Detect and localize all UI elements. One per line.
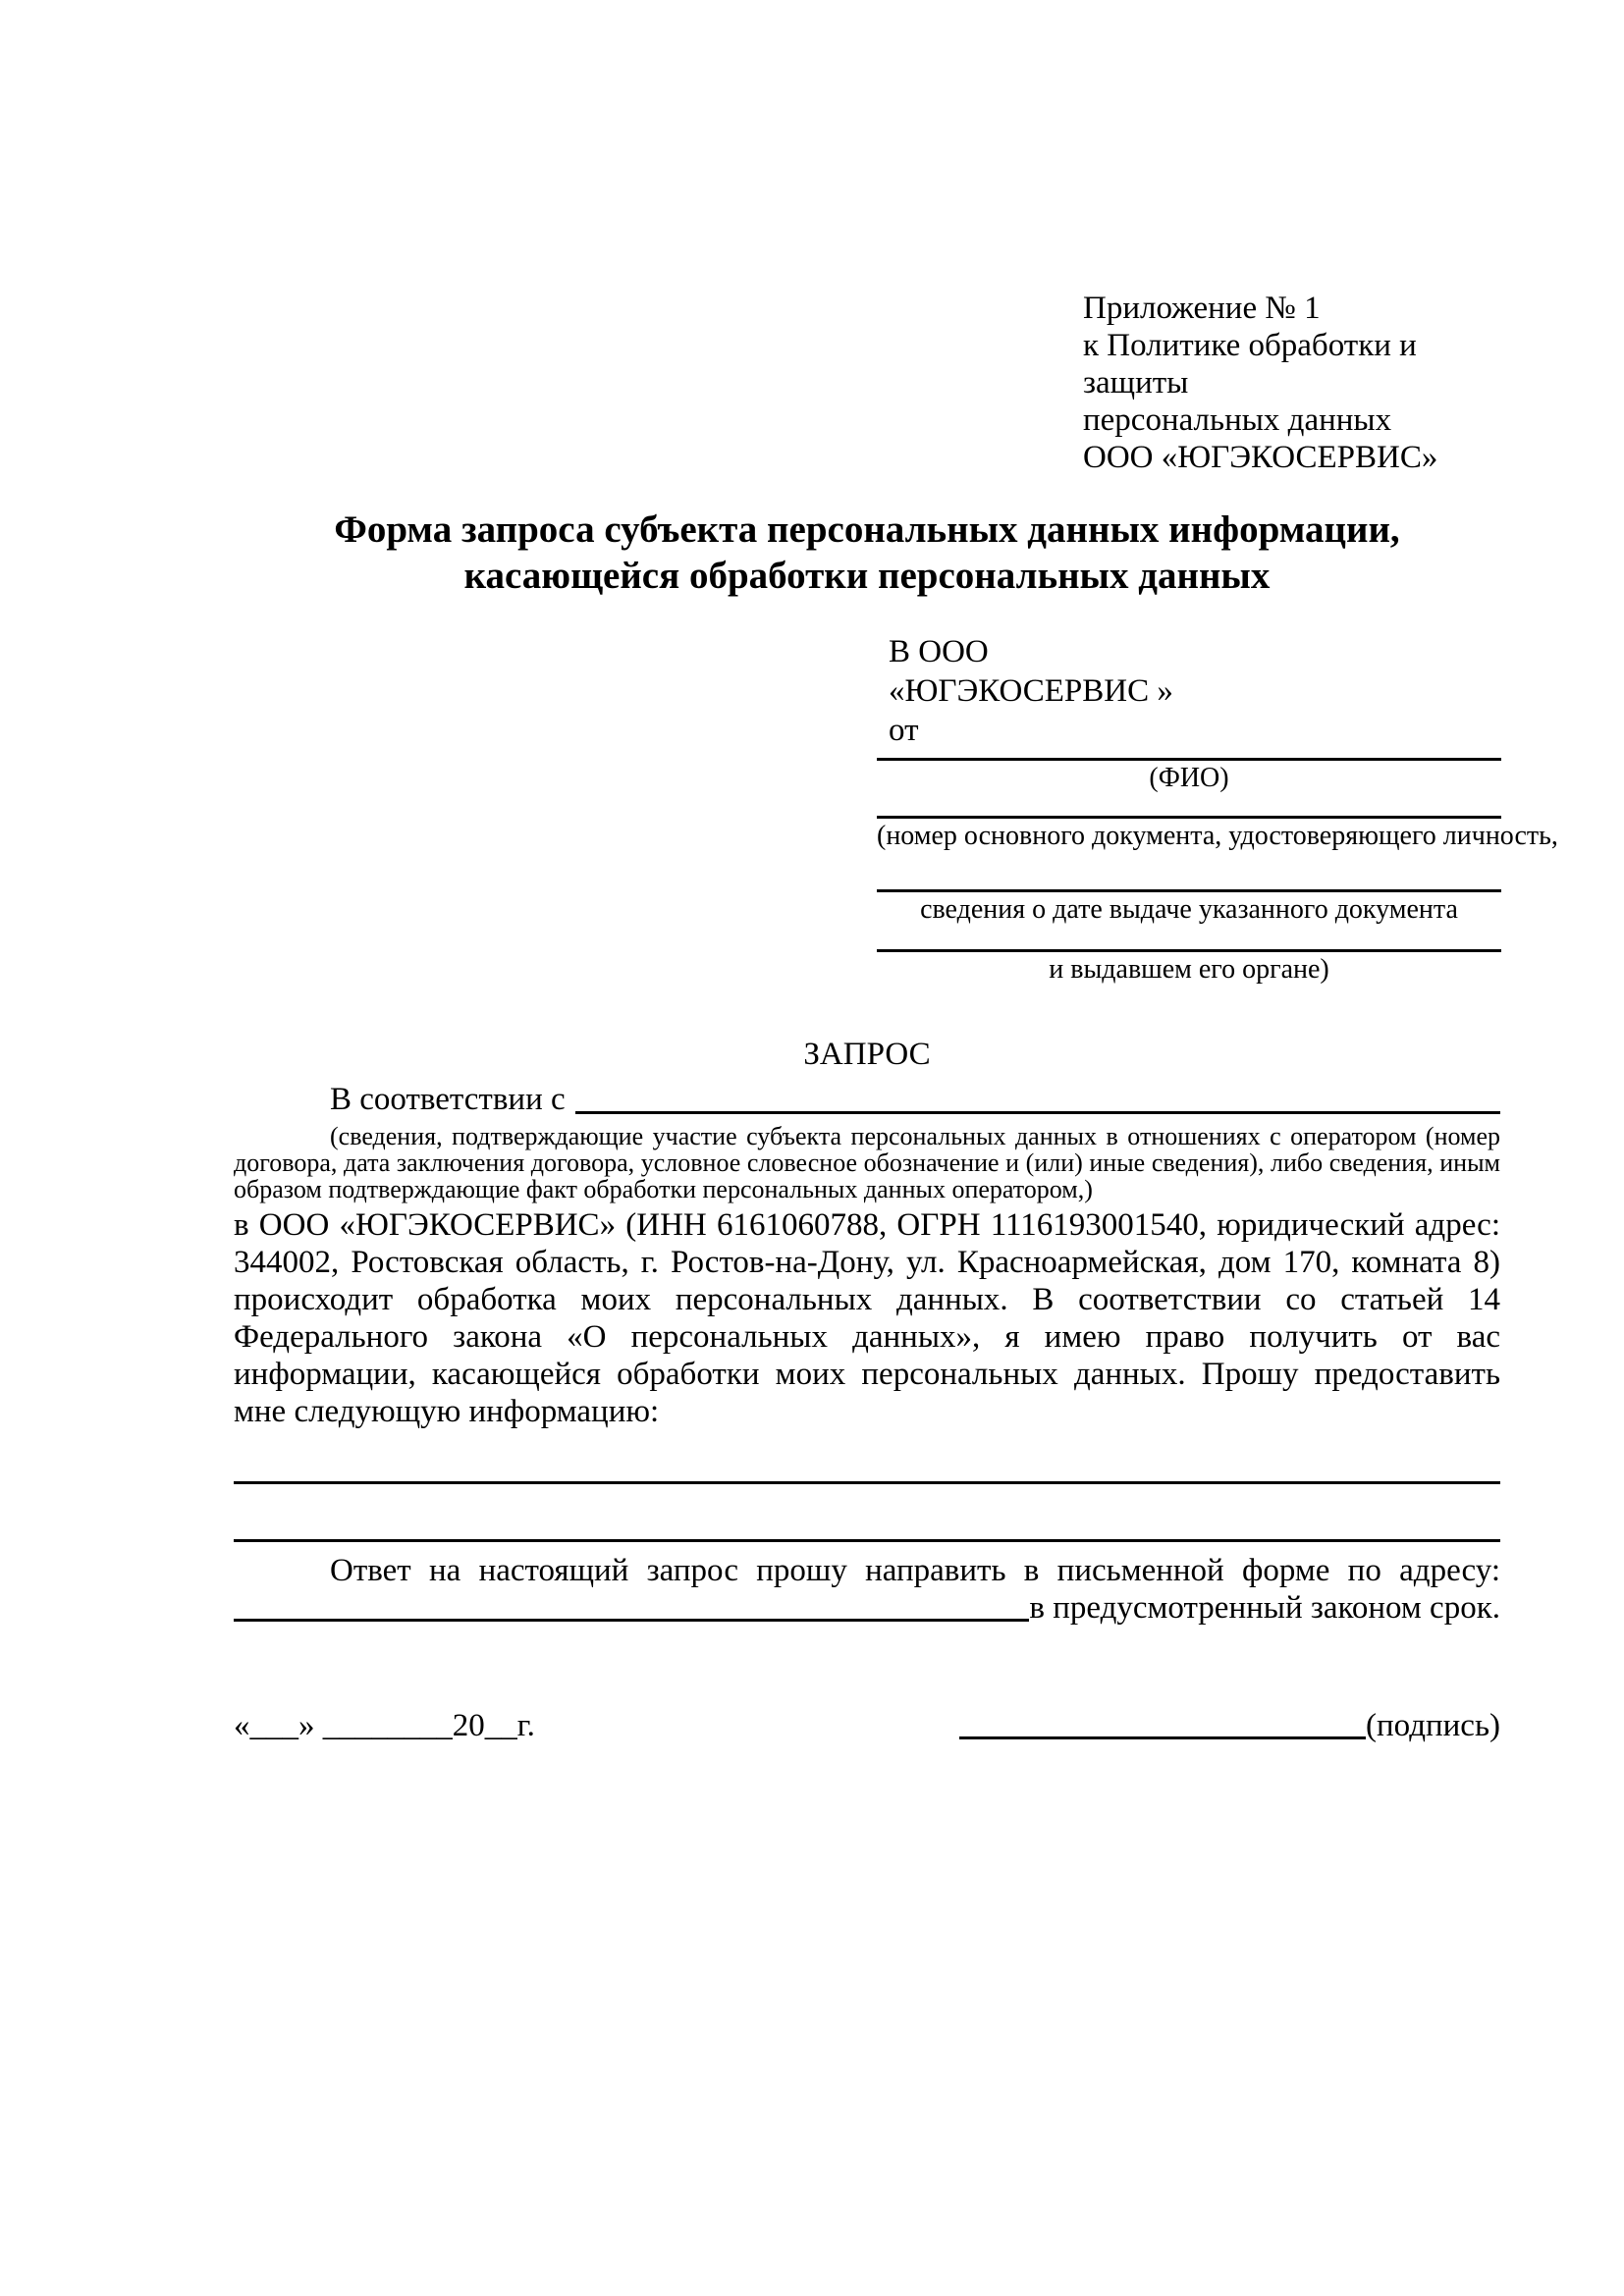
page-title (234, 507, 1500, 599)
addressee-block (877, 632, 1558, 988)
information-fill-line (234, 1481, 1500, 1484)
issuer-caption: и выдавшем его органе) (1049, 954, 1329, 985)
fio-caption: (ФИО) (1149, 763, 1229, 793)
answer-address-row (234, 1589, 1500, 1627)
answer-sentence: Ответ на настоящий запрос прошу направить в письменной форме по адресу: (330, 1553, 1500, 1588)
answer-suffix: в предусмотренный законом срок. (1029, 1590, 1500, 1626)
request-heading: ЗАПРОС (803, 1037, 931, 1072)
signature-caption: (подпись) (1366, 1708, 1500, 1743)
appendix-line: Приложение № 1 (1083, 291, 1321, 326)
signature-group (959, 1707, 1500, 1744)
according-row (234, 1080, 1500, 1119)
appendix-line: ООО «ЮГЭКОСЕРВИС» (1083, 440, 1438, 475)
appendix-block (1083, 290, 1500, 476)
date-blank: «___» ________20__г. (234, 1708, 535, 1743)
signature-fill-line (959, 1736, 1366, 1739)
page-title-line: Форма запроса субъекта персональных данных информации, (334, 508, 1400, 551)
according-prefix: В соответствии с (330, 1082, 566, 1117)
addressee-company: «ЮГЭКОСЕРВИС » (889, 673, 1173, 709)
appendix-line: персональных данных (1083, 402, 1392, 438)
body-paragraph: в ООО «ЮГЭКОСЕРВИС» (ИНН 6161060788, ОГРН 1116193001540, юридический адрес: 344002, Ростовская область, г. Ростов-на-Дону, ул. Красноармейская, дом 170, комната 8) происходит обработка моих персональных данных. В соответствии со статьей 14 Федерального закона «О персональных данных», я имею право получить от вас информации, касающейся обработки моих персональных данных. Прошу предоставить мне следующую информацию: (234, 1207, 1500, 1429)
addressee-to-line: В ООО (889, 634, 989, 669)
footer-row (234, 1707, 1500, 1744)
according-fill-line (575, 1111, 1500, 1114)
addressee-from-label: от (889, 713, 919, 748)
issue-date-caption: сведения о дате выдаче указанного документа (920, 894, 1458, 925)
explanatory-note: (сведения, подтверждающие участие субъекта персональных данных в отношениях с оператором (номер договора, дата заключения договора, условное словесное обозначение и (или) иные сведения), либо сведения, иным образом подтверждающие факт обработки персональных данных оператором,) (234, 1122, 1500, 1203)
document-number-caption: (номер основного документа, удостоверяющего личность, (877, 821, 1558, 851)
page-title-line: касающейся обработки персональных данных (463, 555, 1271, 597)
information-fill-line (234, 1539, 1500, 1542)
address-fill-line (234, 1619, 1029, 1622)
appendix-line: к Политике обработки и защиты (1083, 328, 1417, 400)
